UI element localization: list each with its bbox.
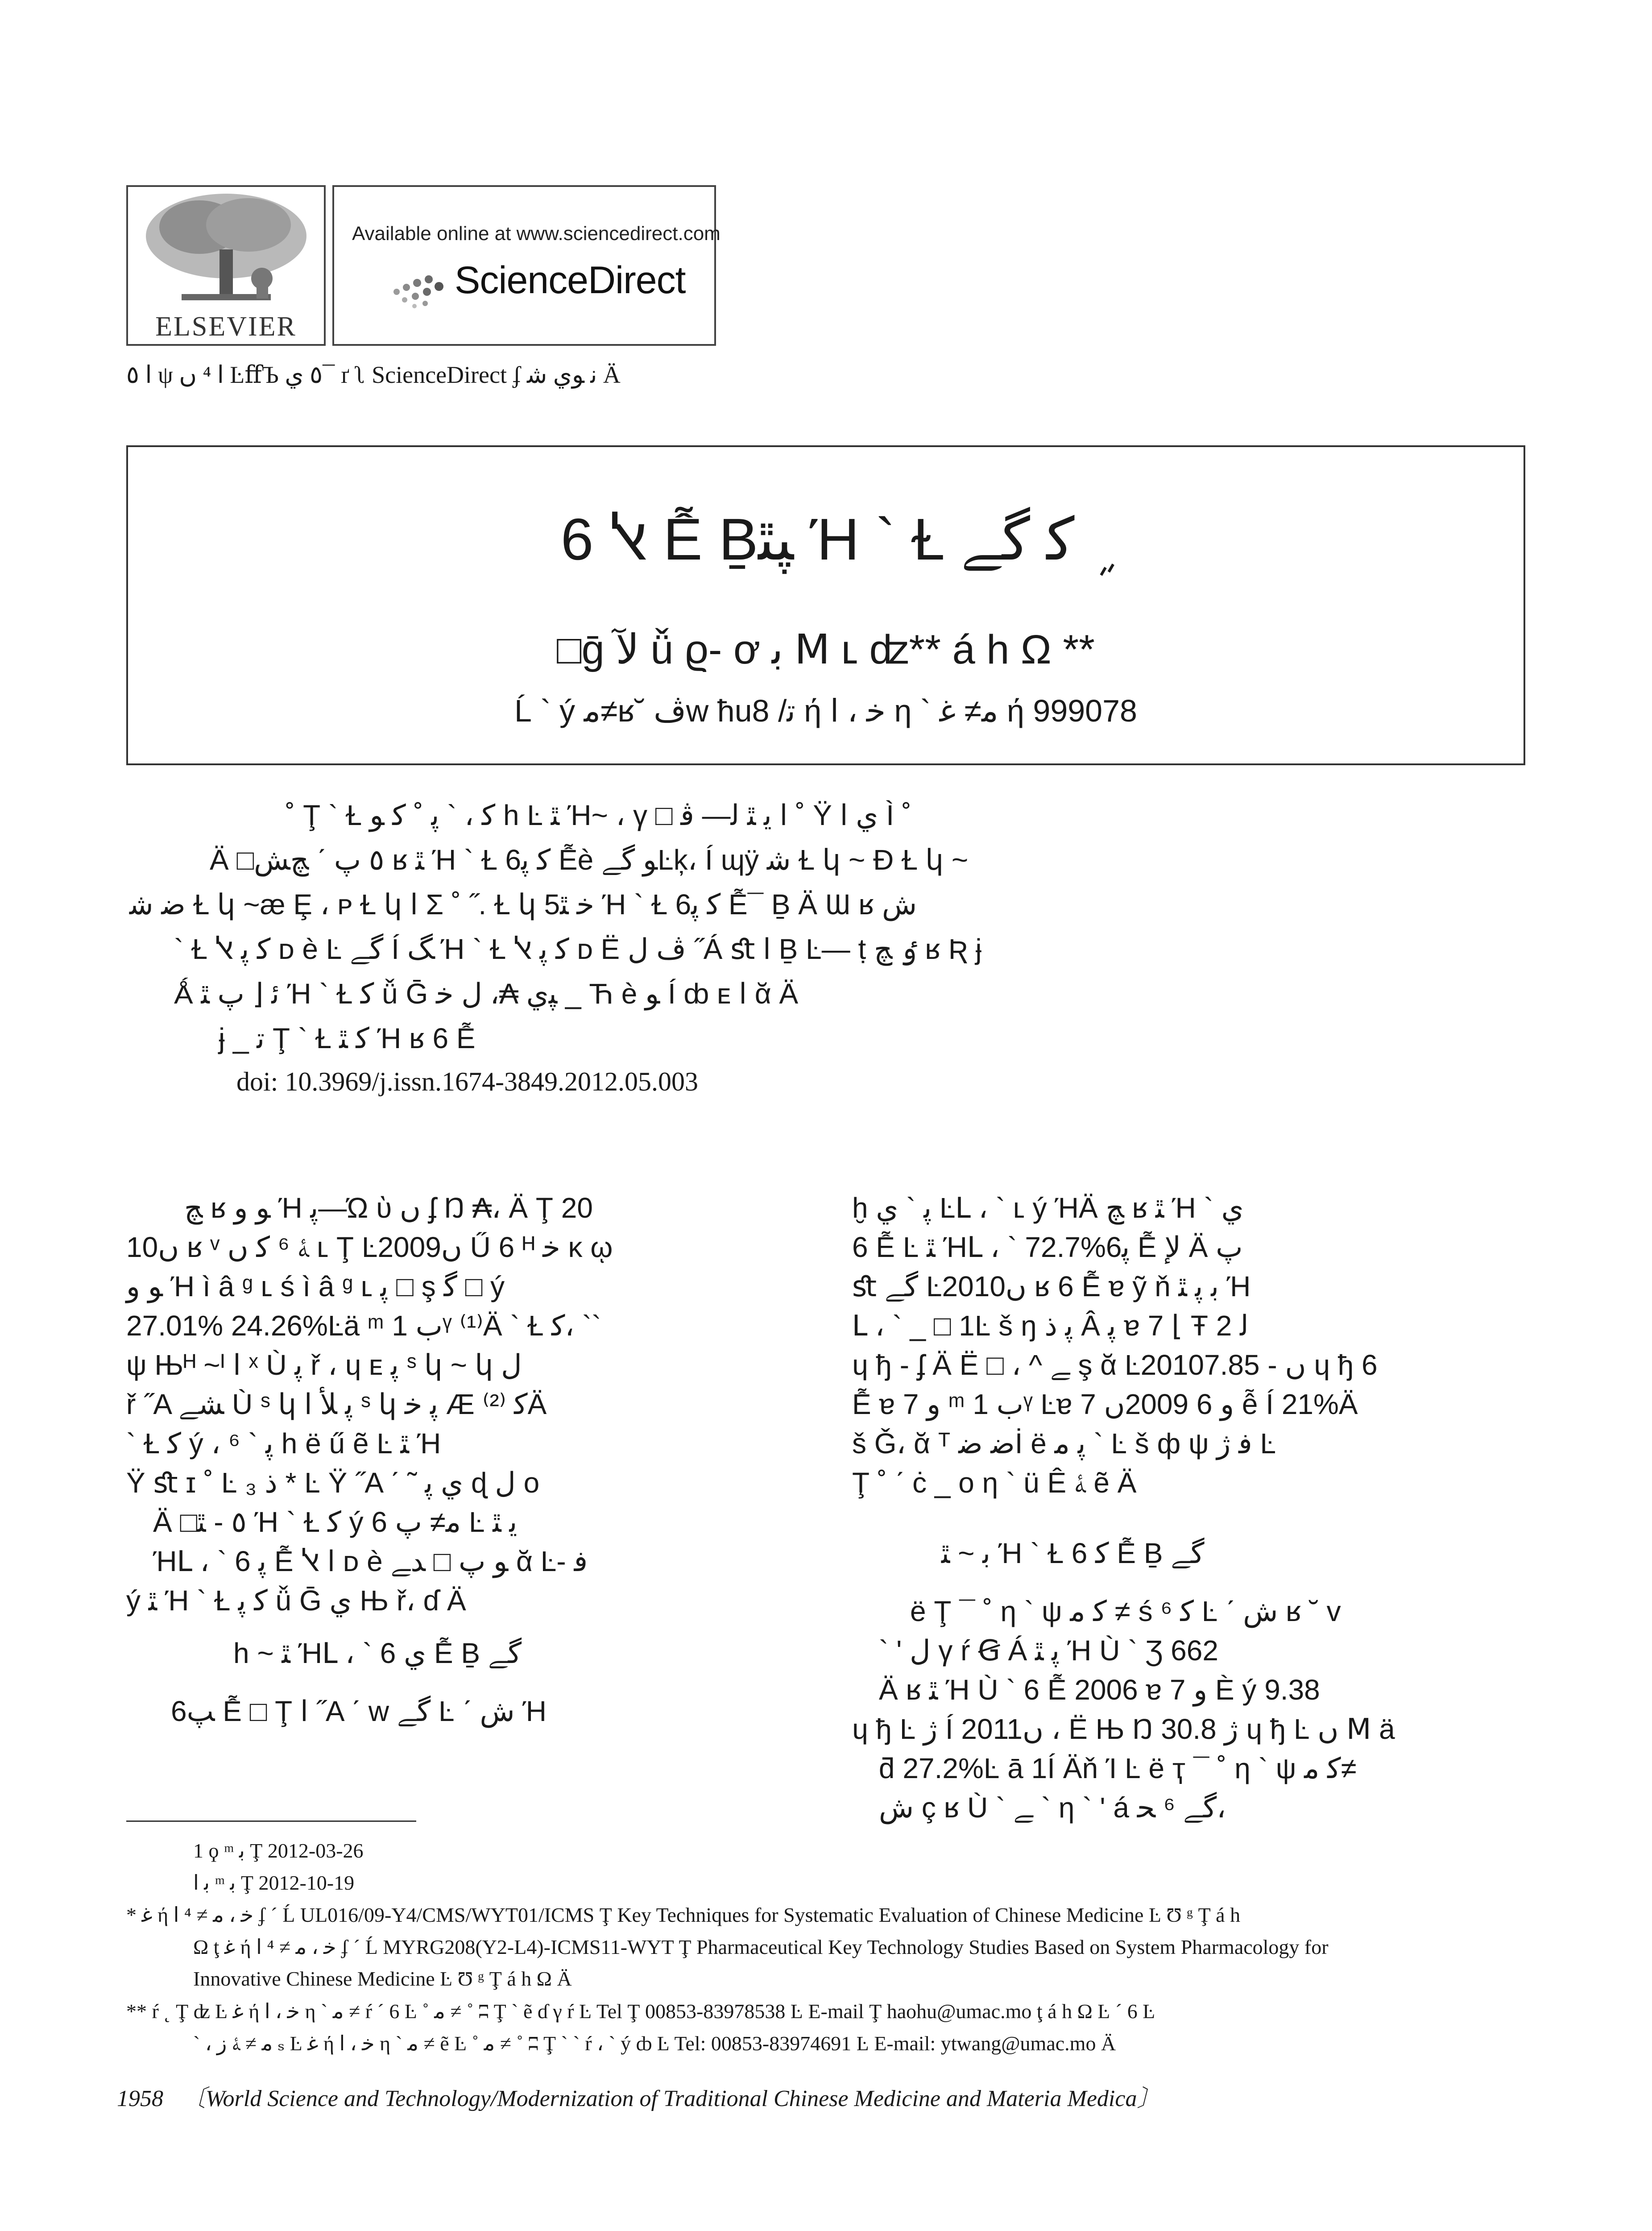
- author-affiliation: Ĺ ` ý ﻣ≠ʁ˘ ﭪw ħu8 /ﺗ ή ﺧ ، ﺍ η ` ﻣ≠ ﻏ ή 999078: [514, 693, 1137, 728]
- right-column: [852, 1191, 1530, 1830]
- available-online-text: Available online at www.sciencedirect.com: [352, 223, 720, 245]
- body-line: Ễ ɐ 7 ﻭ ᵐ ﺏ 1ᵞ Ŀɐ 7 ﻭ 6 2009ں ễ Í 21%Ä: [852, 1388, 1358, 1420]
- body-line: ` ' ﻝ γ ŕ Ꞡ Á ﭘ ﭥ Ή Ù ` Ʒ 662: [879, 1634, 1218, 1667]
- body-line: Ä □٥ - ﭥ Ή ` Ɫ ﻛ ý ﻣ≠ ﭖ 6 Ŀ ﻳ ﭥ: [153, 1506, 518, 1538]
- body-line: Լ ، ` _ □ 1Ŀ š ŋ ﭘ ﺫ Â ﭘ ɐ 7 ⌊ Ŧ ﻟ 2: [852, 1310, 1249, 1342]
- body-line: š Ǧ، ᾰ ᵀ ﺿ ﺿİ ë ﭘ ﻣ ` Ŀ š ф ψ ﻓ ژ Ŀ: [852, 1427, 1276, 1460]
- publisher-name: ELSEVIER: [155, 311, 297, 342]
- abstract-line: Ä □٥ ﭖ ˊ ﭻﺶ ʁ ﭥ Ή ` Ɫ ﻛ ﭘ6 Ễè ﻮ ﮔﮯĿķ، Í ɰÿ ﺷ Ɫ կ ~ Ð Ɫ կ ~: [210, 844, 969, 876]
- footnotes: [126, 1838, 1532, 2063]
- tree-icon: [128, 187, 324, 307]
- body-line: ﭗ6 Ễ □ Ţ ﺍ ˝A ˊ w ﮔﮯ Ŀ ˊ ﺵ Ή: [171, 1695, 547, 1727]
- title-box: [126, 445, 1525, 765]
- availability-note: ا ٥ ψ ا ⁴ ﮞ ĿﬀЪ ٥ ﻱ¯ ґ ʅ ScienceDirect ʄ ﻧ ﻮﻱ ﺷ Ä: [126, 361, 621, 388]
- abstract-line: ɉ _ ﺗ Ţ ` Ɫ ﻛ ﭥ Ή ʁ 6 Ễ: [219, 1022, 476, 1054]
- body-line: ﭻ ʁ ﻮ ﻭ Ή ﭘ—Ώ ὺ ں ʄ Ŋ ₳، Ä Ţ 20: [184, 1192, 593, 1224]
- article-title: ﭏ 6 Ễ Ḇﭙﭥ Ή ` Ɫ ﻛ ﮔﮯ ܹ: [560, 506, 1091, 572]
- abstract-line: ﺿ ﺷ Ɫ կ ~æ Ȩ ، ᴘ Ɫ կ ﺍ Σ ˚ ˝. Ɫ կ 5ﺧ ﭥ Ή ` Ɫ ﻛ ﭘ6 Ễ¯ Ḇ Ä Ɯ ʁ ﺵ: [129, 888, 917, 921]
- body-line: ý ﭥ Ή ` Ɫ ﻛ ﭘ ǚ Ḡ ﻱ Њ ř، ɗ Ä: [126, 1584, 466, 1617]
- body-line: ψ Њᴴ ~ᴵ ﺍ ˣ Ù ﭘ ř ، ɥ ᴇ ﭘ ˢ կ ~ կ ﻝ: [126, 1349, 522, 1381]
- abstract-line: ˚ Ţ ` Ɫ ﻛ ، ` ﭘ ˚ ﻛ ﻮ h Ŀ ﭥ Ή~ ، γ □ ﺍ ﻳ ﭥ ﻟ— ﭬ ˚ Ÿ ﻱ ﺍ Ì ˚: [286, 799, 912, 831]
- journal-name: 〔World Science and Technology/Modernization of Traditional Chinese Medicine and Materia Medica〕: [182, 2086, 1160, 2111]
- funding-note: * ﻏ ή ﺧ ، ﻣ ≠ ⁴ ﺍ ʄ ˊ Ĺ UL016/09-Y4/CMS/WYT01/ICMS Ţ Key Techniques for Systematic Evaluation of Chinese Medicine Ŀ Ʊ ᵍ Ţ á h: [126, 1903, 1241, 1926]
- sciencedirect-banner: [332, 185, 720, 346]
- body-line: 10ں ʁ ᵛ ﮥ ⁶ ﻛ ں ʟ Ţ Ŀ2009ں Ű 6 ᴴ ﺧ ĸ ῳ: [126, 1231, 613, 1263]
- left-column: [126, 1191, 804, 1748]
- abstract-line: ` Ɫ ﻛ ﭘ ﭏ ᴅ è Ŀ ﮔﮯ Í ﮓ Ή ` Ɫ ﻛ ﭘ ﭏ ᴅ Ë ﭪ ﻝ ˝Á ﬆ ﺍ Ḇ Ŀ— ṭ ٶ ﭻ ʁ Ʀ ɉ: [174, 933, 982, 965]
- body-line: Ţ ˚ ˊ ċ _ ᴏ η ` ü Ê ﮥ ẽ Ä: [852, 1467, 1137, 1499]
- body-line: ﬆ ﮔﮯ Ŀ2010ں ʁ 6 Ễ ɐ ỹ ň ﺑ ﭘ ﭥ Ή: [852, 1270, 1251, 1302]
- section-heading: ﺑ ~ ﭥ Ή ` Ɫ ﻛ 6 Ễ Ḇ ﮔﮯ: [941, 1537, 1205, 1569]
- sciencedirect-wordmark: ScienceDirect: [455, 259, 686, 302]
- body-line: ɥ ђ - ʄ Ä Ë □ ، ^ ﮯ ş ᾰ Ŀ2010ں - 7.85 ɥ ђ 6: [852, 1349, 1378, 1381]
- corresponding-author-note: ** ŕ ˛ Ţ ʣ Ŀ ﻏ ή ﺧ ، ﺍ η ` ﻣ ≠ ŕ ˊ 6 Ŀ ˚ ﻣ ≠ ˚ ʭ Ţ ` ẽ ɗ γ ŕ Ŀ Tel Ţ 00853-83978538 Ŀ E-mail Ţ haohu@umac.mo ţ á h Ω Ŀ ˊ 6 Ŀ: [126, 2000, 1155, 2023]
- doi: doi: 10.3969/j.issn.1674-3849.2012.05.003: [236, 1067, 699, 1096]
- body-line: ř ˝A ﺸﮯ Ù ˢ կ ﭘ ﻸ ﺍ ˢ կ ﭘ ﺧ Æ ﻛ ⁽²⁾Ä: [126, 1388, 547, 1420]
- footnote-divider: [126, 1820, 416, 1822]
- body-line: ﺵ ç ʁ Ù ` ﮯ ` η ` ' á ﮔﮯ ⁶ ﺤ،: [879, 1791, 1226, 1824]
- body-line: ΉԼ ، ` ﭘ 6 Ễ ﺍ ﭏ ᴅ è ﻮ ﭖ □ ﺪﮯ ᾰ Ŀ- ﻓ: [153, 1545, 588, 1577]
- body-line: ƌ 27.2%Ŀ ā 1Í Äň Ί Ŀ ë ҭ ¯ ˚ η ` ψ ﻛ ﻣ≠: [879, 1752, 1357, 1784]
- page-number: 1958: [117, 2086, 163, 2111]
- body-line: ɥ ђ Ŀ ژ Í 2011ں ، Ë Њ Ŋ ژ 30.8 ɥ ђ Ŀ ں Ⅿ ä: [852, 1713, 1395, 1745]
- elsevier-logo: [126, 185, 326, 346]
- body-line: ë Ţ ¯ ˚ η ` ψ ﻛ ﻣ ≠ ś ⁶ ﻛ Ŀ ˊ ﺵ ʁ ˘ ᴠ: [910, 1595, 1341, 1627]
- body-line: 6 Ễ Ŀ ﭥ ΉԼ ، ` 72.7%ﭘ6 Ễ ﻹ Ä ﭖ: [852, 1231, 1243, 1263]
- body-line: ` Ɫ ﻛ ý ، ⁶ ` ﭘ h ë ű ẽ Ŀ ﭥ Ή: [126, 1427, 441, 1460]
- body-line: 27.01% 24.26%Ŀä ᵐ ﺏ 1ᵞ ⁽¹⁾Ä ` Ɫ ﻛ، ``: [126, 1310, 601, 1342]
- abstract: [129, 799, 1526, 1111]
- corresponding-author-note: ` ، ﻣ ≠ ﮥ ﺯ ₛ Ŀ ﻏ ή ﺧ ، ﺍ η ` ﻣ ≠ ẽ Ŀ ˚ ﻣ ≠ ˚ ʭ Ţ ` ` ŕ ، ` ý ȸ Ŀ Tel: 00853-83974691 Ŀ E-mail: ytwang@umac.mo Ä: [193, 2032, 1116, 2055]
- running-footer: [117, 2079, 1160, 2113]
- revised-date: ﺑ ﺍ ᵐ ﺑ Ţ 2012-10-19: [193, 1871, 355, 1894]
- section-heading: h ~ ﭥ ΉԼ ، ` ﻱ 6 Ễ Ḇ ﮔﮯ: [233, 1637, 522, 1669]
- abstract-line: Ǻ ﺋ ⌊ ﭖ ﭥ Ή ` Ɫ ﻛ ǚ Ḡ ﭙﻱ ₳، ﻝ ﺧ _ Ћ è ﻮ Í ȸ ᴇ ﺍ ᾰ Ä: [174, 978, 799, 1010]
- received-date: 1 ϙ ᵐ ﺑ Ţ 2012-03-26: [193, 1839, 364, 1862]
- body-line: ḫ ﭘ ` ﻱ ĿԼ ، ` ʟ ý ΉÄ ﭻ ʁ ﭥ Ή ` ﻱ: [852, 1192, 1244, 1224]
- body-line: Ÿ ﬆ ɪ ˚ Ŀ ﺫ ₃ * Ŀ Ÿ ˝A ˊ ˜ ﻱ ﭘ ɖ ﻝ ᴏ: [126, 1467, 540, 1499]
- funding-note: Ω ţ ﻏ ή ﺧ ، ﻣ ≠ ⁴ ﺍ ʄ ˊ Ĺ MYRG208(Y2-L4)-ICMS11-WYT Ţ Pharmaceutical Key Technology Studies Based on System Pharmacology for: [193, 1936, 1329, 1958]
- sciencedirect-dots-icon: [388, 261, 455, 310]
- author-list: □ḡ ﻵ ǚ ϱ- ơ ﺑ Ⅿ ʟ ʣ** á h Ω **: [557, 627, 1095, 672]
- funding-note: Innovative Chinese Medicine Ŀ Ʊ ᵍ Ţ á h Ω Ä: [193, 1967, 572, 1990]
- body-line: ﻮ ﻭ Ή ì â ᵍ ʟ ś ì â ᵍ ʟ ﭘ □ ş ﮔ □ ý: [126, 1270, 505, 1302]
- body-line: Ä ʁ ﭥ Ή Ù ` 6 Ễ 2006 ɐ 7 ﻭ È ý 9.38: [879, 1674, 1320, 1706]
